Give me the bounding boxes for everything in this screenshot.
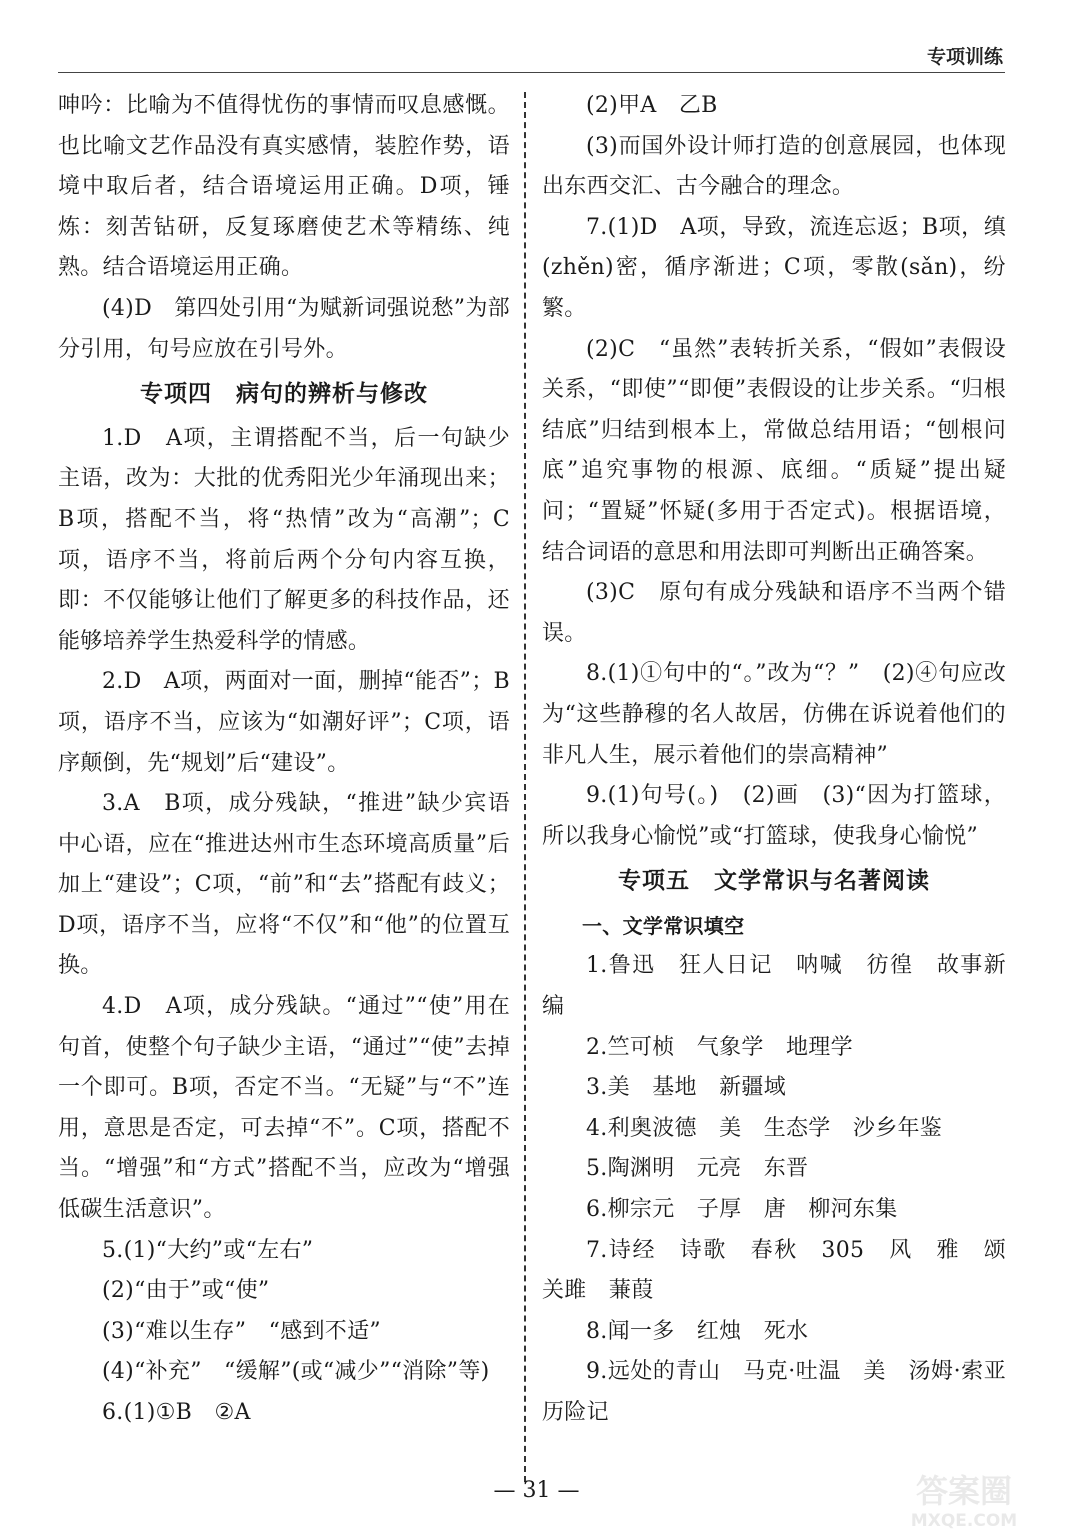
- paragraph-continuation: 呻吟：比喻为不值得忧伤的事情而叹息感慨。也比喻文艺作品没有真实感情，装腔作势，语境中取后者，结合语境运用正确。D项，锤炼：刻苦钻研，反复琢磨使艺术等精练、纯熟。结合语境运用正确。: [58, 93, 510, 281]
- left-column: [58, 86, 510, 1434]
- answer-4: 4.D A项，成分残缺。“通过”“使”用在句首，使整个句子缺少主语，“通过”“使”去掉一个即可。B项，否定不当。“无疑”与“不”连用，意思是否定，可去掉“不”。C项，搭配不当。“增强”和“方式”搭配不当，应改为“增强低碳生活意识”。: [58, 994, 510, 1223]
- header-section-label: 专项训练: [926, 46, 1003, 68]
- answer-6-2: (2)甲A 乙B: [586, 93, 718, 118]
- answer-7-1: 7.(1)D A项，导致，流连忘返；B项，缜(zhěn)密，循序渐进；C项，零散(sǎn)，纷繁。: [542, 214, 1006, 321]
- header-rule: [58, 72, 1005, 73]
- watermark-logo: [869, 1466, 1059, 1532]
- section-title-5: 专项五 文学常识与名著阅读: [618, 868, 930, 895]
- answer-6-3: (3)而国外设计师打造的创意展园，也体现出东西交汇、古今融合的理念。: [542, 133, 1006, 200]
- answer-9: 9.(1)句号(。) (2)画 (3)“因为打篮球，所以我身心愉悦”或“打篮球，使我身心愉悦”: [542, 783, 1006, 849]
- answer-5-4-note: (4)D 第四处引用“为赋新词强说愁”为部分引用，句号应放在引号外。: [58, 295, 510, 362]
- page-number: — 31 —: [493, 1478, 580, 1503]
- knowledge-3: 3.美 基地 新疆域: [586, 1075, 786, 1101]
- answer-5-3: (3)“难以生存” “感到不适”: [102, 1318, 381, 1344]
- right-column: [542, 86, 1029, 1434]
- subsection-heading: 一、文学常识填空: [582, 913, 745, 938]
- watermark-text: 答案圈: [915, 1472, 1013, 1510]
- answer-7-3: (3)C 原句有成分残缺和语序不当两个错误。: [542, 580, 1006, 646]
- answer-5-1: 5.(1)“大约”或“左右”: [102, 1237, 314, 1263]
- column-divider: [524, 92, 526, 1482]
- answer-2: 2.D A项，两面对一面，删掉“能否”；B项，语序不当，应该为“如潮好评”；C项，语序颠倒，先“规划”后“建设”。: [58, 669, 510, 776]
- answer-5-4: (4)“补充” “缓解”(或“减少”“消除”等): [102, 1359, 490, 1385]
- knowledge-5: 5.陶渊明 元亮 东晋: [586, 1156, 809, 1182]
- knowledge-2: 2.竺可桢 气象学 地理学: [586, 1034, 853, 1060]
- answer-7-2: (2)C “虽然”表转折关系，“假如”表假设关系，“即使”“即便”表假设的让步关系。“归根结底”归结到根本上，常做总结用语；“刨根问底”追究事物的根源、底细。“质疑”提出疑问；“置疑”怀疑(多用于否定式)。根据语境，结合词语的意思和用法即可判断出正确答案。: [542, 336, 1006, 565]
- knowledge-8: 8.闻一多 红烛 死水: [586, 1318, 809, 1344]
- section-title-4: 专项四 病句的辨析与修改: [140, 381, 428, 408]
- knowledge-6: 6.柳宗元 子厚 唐 柳河东集: [586, 1197, 898, 1223]
- knowledge-7: 7.诗经 诗歌 春秋 305 风 雅 颂 关雎 蒹葭: [542, 1237, 1029, 1304]
- knowledge-1: 1.鲁迅 狂人日记 呐喊 彷徨 故事新编: [542, 953, 1006, 1020]
- knowledge-9: 9.远处的青山 马克·吐温 美 汤姆·索亚历险记: [542, 1359, 1006, 1425]
- answer-8: 8.(1)①句中的“。”改为“？” (2)④句应改为“这些静穆的名人故居，仿佛在诉说着他们的非凡人生，展示着他们的崇高精神”: [542, 661, 1006, 768]
- watermark-url: MXQE.COM: [910, 1511, 1018, 1531]
- answer-3: 3.A B项，成分残缺，“推进”缺少宾语中心语，应在“推进达州市生态环境高质量”后加上“建设”；C项，“前”和“去”搭配有歧义；D项，语序不当，应将“不仅”和“他”的位置互换。: [58, 791, 510, 979]
- answer-5-2: (2)“由于”或“使”: [102, 1278, 270, 1304]
- answer-6-1: 6.(1)①B ②A: [102, 1400, 251, 1425]
- knowledge-4: 4.利奥波德 美 生态学 沙乡年鉴: [586, 1115, 943, 1141]
- answer-1: 1.D A项，主谓搭配不当，后一句缺少主语，改为：大批的优秀阳光少年涌现出来；B项，搭配不当，将“热情”改为“高潮”；C项，语序不当，将前后两个分句内容互换，即：不仅能够让他们了解更多的科技作品，还能够培养学生热爱科学的情感。: [58, 425, 510, 654]
